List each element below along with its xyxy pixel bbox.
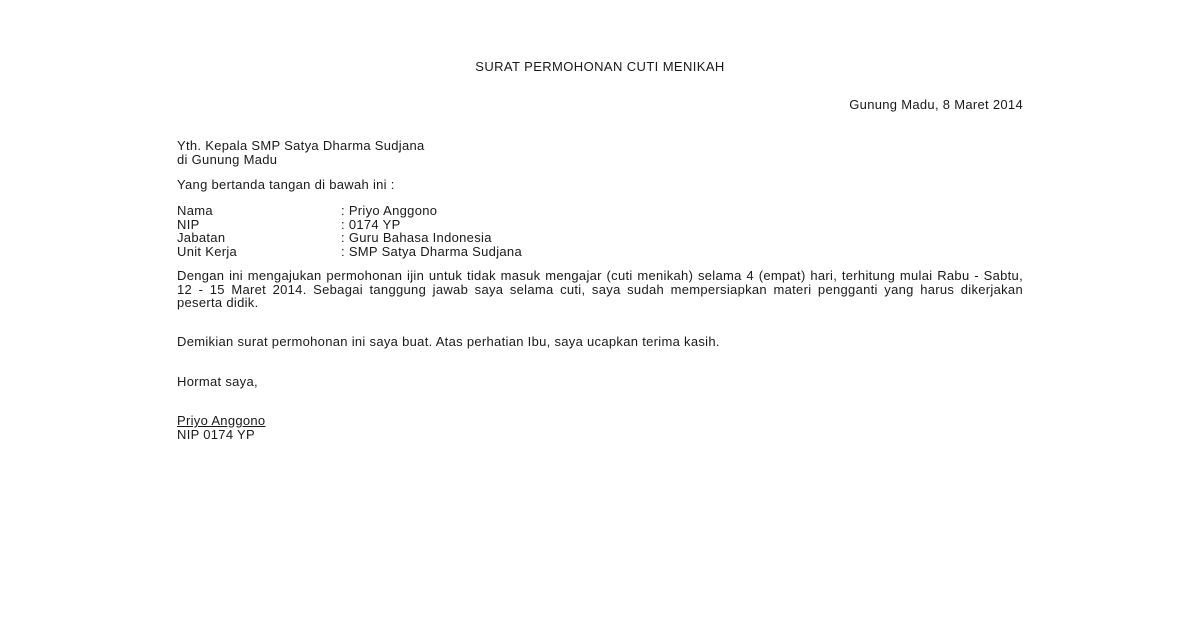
place-date: Gunung Madu, 8 Maret 2014 bbox=[849, 97, 1023, 112]
signer-nip: NIP 0174 YP bbox=[177, 426, 255, 442]
closing-paragraph: Demikian surat permohonan ini saya buat. Atas perhatian Ibu, saya ucapkan terima kasih. bbox=[177, 334, 720, 349]
identity-value: : SMP Satya Dharma Sudjana bbox=[341, 243, 522, 259]
identity-row bbox=[177, 245, 522, 259]
identity-value: : Priyo Anggono bbox=[341, 203, 438, 218]
recipient-line-2: di Gunung Madu bbox=[177, 151, 278, 167]
recipient-line-1: Yth. Kepala SMP Satya Dharma Sudjana bbox=[177, 138, 425, 153]
identity-value: : 0174 YP bbox=[341, 216, 401, 232]
signer-block bbox=[177, 414, 265, 441]
identity-label: Nama bbox=[177, 203, 213, 218]
regards-line: Hormat saya, bbox=[177, 374, 258, 389]
identity-label: NIP bbox=[177, 216, 200, 232]
recipient-block bbox=[177, 139, 425, 166]
identity-value: : Guru Bahasa Indonesia bbox=[341, 230, 492, 245]
identity-row bbox=[177, 231, 522, 245]
identity-row bbox=[177, 204, 522, 218]
identity-label: Unit Kerja bbox=[177, 243, 238, 259]
identity-table bbox=[177, 204, 522, 258]
signer-name: Priyo Anggono bbox=[177, 413, 266, 428]
letter-title: SURAT PERMOHONAN CUTI MENIKAH bbox=[475, 59, 725, 74]
intro-line: Yang bertanda tangan di bawah ini : bbox=[177, 177, 395, 192]
body-paragraph: Dengan ini mengajukan permohonan ijin untuk tidak masuk mengajar (cuti menikah) selama 4 (empat) hari, terhitung mulai Rabu - Sabtu, 12 - 15 Maret 2014. Sebagai tanggung jawab saya selama cuti, saya sudah mempersiapkan materi pengganti yang harus dikerjakan peserta didik. bbox=[177, 268, 1023, 310]
identity-row bbox=[177, 218, 522, 232]
identity-label: Jabatan bbox=[177, 230, 226, 245]
